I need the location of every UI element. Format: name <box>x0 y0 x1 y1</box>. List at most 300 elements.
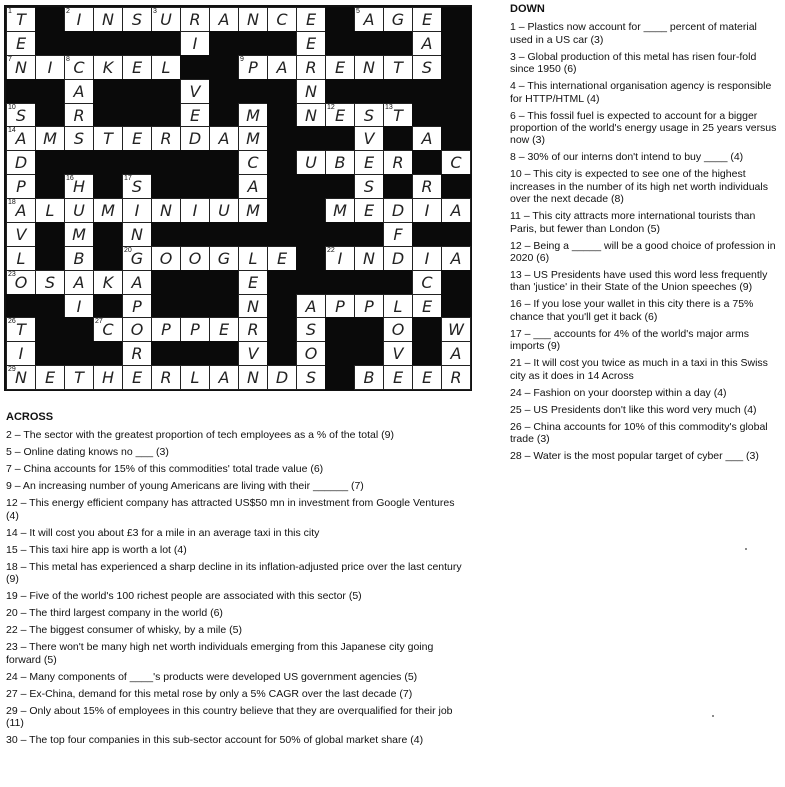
grid-block <box>180 174 210 199</box>
grid-cell[interactable] <box>64 79 94 104</box>
grid-block <box>325 126 355 151</box>
grid-block <box>383 174 413 199</box>
cell-letter: N <box>363 248 375 268</box>
down-clue: 21 – It will cost you twice as much in a taxi in this Swiss city as it does in 14 Across <box>510 357 768 382</box>
grid-cell[interactable] <box>238 103 268 128</box>
grid-cell[interactable] <box>93 55 123 80</box>
across-clue: 20 – The third largest company in the world (6) <box>6 607 223 620</box>
cell-letter: T <box>393 57 403 77</box>
grid-cell[interactable] <box>6 198 36 223</box>
cell-letter: A <box>421 33 433 53</box>
down-clue: 1 – Plastics now account for ____ percent of material used in a US car (3) <box>510 21 757 46</box>
grid-cell[interactable] <box>180 317 210 342</box>
grid-block <box>325 270 355 295</box>
cell-letter: S <box>363 105 375 125</box>
cell-letter: U <box>160 10 172 29</box>
grid-cell[interactable] <box>354 150 384 175</box>
cell-letter: E <box>305 10 317 29</box>
grid-cell[interactable] <box>383 365 413 390</box>
clue-number: 13 <box>385 103 393 111</box>
grid-cell[interactable] <box>267 55 297 80</box>
grid-cell[interactable] <box>267 365 297 390</box>
cell-letter: N <box>363 57 375 77</box>
grid-cell[interactable] <box>296 103 326 128</box>
cell-letter: R <box>189 10 201 29</box>
cell-letter: L <box>161 57 171 77</box>
grid-cell[interactable] <box>180 31 210 56</box>
clue-number: 27 <box>95 318 103 326</box>
grid-cell[interactable] <box>441 198 471 223</box>
grid-block <box>122 150 152 175</box>
grid-block <box>354 317 384 342</box>
cell-letter: N <box>247 10 259 29</box>
cell-letter: A <box>450 201 462 220</box>
grid-block <box>441 270 471 295</box>
grid-cell[interactable] <box>412 270 442 295</box>
grid-cell[interactable] <box>383 222 413 247</box>
grid-cell[interactable] <box>383 317 413 342</box>
grid-cell[interactable] <box>6 7 36 32</box>
grid-cell[interactable] <box>412 7 442 32</box>
crossword-grid <box>4 5 472 391</box>
cell-letter: G <box>130 248 144 268</box>
grid-block <box>325 222 355 247</box>
cell-letter: N <box>247 368 259 388</box>
grid-cell[interactable] <box>6 55 36 80</box>
grid-block <box>325 79 355 104</box>
grid-cell[interactable] <box>6 103 36 128</box>
across-clue: 29 – Only about 15% of employees in this country believe that they are overqualified for their job (11) <box>6 704 453 730</box>
grid-block <box>267 103 297 128</box>
grid-cell[interactable] <box>238 365 268 390</box>
grid-cell[interactable] <box>35 365 65 390</box>
cell-letter: N <box>160 201 172 220</box>
cell-letter: P <box>16 177 26 197</box>
down-clue: 12 – Being a _____ will be a good choice of profession in 2020 (6) <box>510 239 776 265</box>
grid-cell[interactable] <box>151 246 181 271</box>
cell-letter: A <box>450 248 462 268</box>
grid-cell[interactable] <box>6 150 36 175</box>
grid-cell[interactable] <box>238 341 268 366</box>
cell-letter: O <box>14 272 28 292</box>
grid-cell[interactable] <box>151 55 181 80</box>
grid-cell[interactable] <box>209 126 239 151</box>
clue-number: 29 <box>8 366 16 374</box>
grid-cell[interactable] <box>296 150 326 175</box>
grid-cell[interactable] <box>180 126 210 151</box>
grid-block <box>412 222 442 247</box>
grid-block <box>151 79 181 104</box>
cell-letter: F <box>393 224 403 244</box>
grid-cell[interactable] <box>296 341 326 366</box>
down-clue: 11 – This city attracts more international tourists than Paris, but fewer than London (5) <box>510 210 756 235</box>
cell-letter: E <box>131 368 143 388</box>
cell-letter: M <box>43 129 57 149</box>
grid-cell[interactable] <box>93 7 123 32</box>
grid-block <box>441 31 471 56</box>
grid-cell[interactable] <box>151 126 181 151</box>
grid-cell[interactable] <box>122 198 152 223</box>
grid-cell[interactable] <box>180 365 210 390</box>
grid-block <box>296 126 326 151</box>
cell-letter: R <box>421 177 433 197</box>
grid-cell[interactable] <box>93 198 123 223</box>
grid-cell[interactable] <box>122 126 152 151</box>
grid-cell[interactable] <box>296 7 326 32</box>
cell-letter: E <box>44 368 56 388</box>
grid-block <box>209 31 239 56</box>
grid-cell[interactable] <box>93 270 123 295</box>
grid-cell[interactable] <box>122 246 152 271</box>
grid-cell[interactable] <box>296 317 326 342</box>
grid-cell[interactable] <box>238 246 268 271</box>
grid-cell[interactable] <box>354 294 384 319</box>
grid-cell[interactable] <box>122 317 152 342</box>
cell-letter: O <box>304 344 318 364</box>
cell-letter: M <box>246 105 260 125</box>
cell-letter: B <box>363 368 375 388</box>
grid-cell[interactable] <box>296 365 326 390</box>
grid-cell[interactable] <box>6 270 36 295</box>
grid-block <box>209 294 239 319</box>
grid-cell[interactable] <box>267 246 297 271</box>
across-clue: 5 – Online dating knows no ___ (3) <box>6 446 169 459</box>
grid-cell[interactable] <box>325 294 355 319</box>
grid-cell[interactable] <box>325 55 355 80</box>
cell-letter: I <box>76 10 82 29</box>
grid-cell[interactable] <box>296 55 326 80</box>
grid-block <box>209 341 239 366</box>
clue-number: 3 <box>153 8 157 15</box>
grid-block <box>412 341 442 366</box>
grid-cell[interactable] <box>412 55 442 80</box>
grid-cell[interactable] <box>238 7 268 32</box>
grid-cell[interactable] <box>64 7 94 32</box>
grid-cell[interactable] <box>64 365 94 390</box>
grid-block <box>151 174 181 199</box>
grid-block <box>296 222 326 247</box>
cell-letter: A <box>218 10 230 29</box>
grid-cell[interactable] <box>354 246 384 271</box>
grid-block <box>354 222 384 247</box>
grid-cell[interactable] <box>122 174 152 199</box>
grid-block <box>35 150 65 175</box>
grid-cell[interactable] <box>441 150 471 175</box>
cell-letter: R <box>305 57 317 77</box>
grid-cell[interactable] <box>412 31 442 56</box>
grid-cell[interactable] <box>122 270 152 295</box>
grid-block <box>412 103 442 128</box>
grid-cell[interactable] <box>412 198 442 223</box>
cell-letter: C <box>421 272 433 292</box>
grid-cell[interactable] <box>238 198 268 223</box>
grid-block <box>267 126 297 151</box>
grid-cell[interactable] <box>93 317 123 342</box>
grid-block <box>209 79 239 104</box>
grid-cell[interactable] <box>412 365 442 390</box>
grid-cell[interactable] <box>354 174 384 199</box>
cell-letter: B <box>73 248 85 268</box>
grid-cell[interactable] <box>64 246 94 271</box>
grid-cell[interactable] <box>296 31 326 56</box>
grid-cell[interactable] <box>6 341 36 366</box>
cell-letter: A <box>276 57 288 77</box>
cell-letter: W <box>448 320 464 340</box>
grid-cell[interactable] <box>64 103 94 128</box>
grid-cell[interactable] <box>35 55 65 80</box>
grid-block <box>209 270 239 295</box>
grid-cell[interactable] <box>209 365 239 390</box>
clue-number: 8 <box>66 55 70 63</box>
grid-cell[interactable] <box>383 7 413 32</box>
cell-letter: M <box>333 201 347 220</box>
grid-block <box>267 150 297 175</box>
grid-block <box>238 79 268 104</box>
grid-cell[interactable] <box>383 103 413 128</box>
grid-block <box>35 31 65 56</box>
grid-cell[interactable] <box>354 55 384 80</box>
grid-cell[interactable] <box>383 150 413 175</box>
grid-block <box>180 341 210 366</box>
grid-cell[interactable] <box>412 174 442 199</box>
grid-block <box>267 317 297 342</box>
grid-cell[interactable] <box>412 246 442 271</box>
cell-letter: O <box>391 320 405 340</box>
grid-cell[interactable] <box>412 126 442 151</box>
cell-letter: I <box>192 201 198 220</box>
cell-letter: D <box>391 248 405 268</box>
cell-letter: A <box>73 272 85 292</box>
grid-block <box>64 150 94 175</box>
clue-number: 2 <box>66 8 70 15</box>
grid-cell[interactable] <box>412 294 442 319</box>
cell-letter: E <box>421 10 433 29</box>
grid-cell[interactable] <box>238 174 268 199</box>
grid-cell[interactable] <box>64 222 94 247</box>
cell-letter: P <box>248 57 258 77</box>
cell-letter: S <box>73 129 85 149</box>
cell-letter: E <box>334 57 346 77</box>
cell-letter: V <box>15 224 27 244</box>
cell-letter: O <box>188 248 202 268</box>
grid-block <box>209 103 239 128</box>
cell-letter: H <box>72 177 86 197</box>
cell-letter: G <box>217 248 231 268</box>
grid-block <box>325 174 355 199</box>
grid-cell[interactable] <box>35 198 65 223</box>
clue-number: 1 <box>8 8 12 15</box>
grid-block <box>35 341 65 366</box>
across-clue: 9 – An increasing number of young Americans are living with their ______ (7) <box>6 480 364 493</box>
grid-cell[interactable] <box>151 198 181 223</box>
across-clue: 27 – Ex-China, demand for this metal rose by only a 5% CAGR over the last decade (7) <box>6 687 413 700</box>
grid-block <box>6 294 36 319</box>
grid-cell[interactable] <box>296 294 326 319</box>
grid-cell[interactable] <box>64 55 94 80</box>
grid-cell[interactable] <box>296 79 326 104</box>
grid-cell[interactable] <box>209 198 239 223</box>
grid-cell[interactable] <box>64 198 94 223</box>
cell-letter: K <box>102 272 114 292</box>
grid-cell[interactable] <box>180 79 210 104</box>
clue-number: 26 <box>8 318 16 326</box>
cell-letter: L <box>248 248 258 268</box>
grid-block <box>441 79 471 104</box>
grid-cell[interactable] <box>209 7 239 32</box>
grid-cell[interactable] <box>383 55 413 80</box>
grid-cell[interactable] <box>383 246 413 271</box>
grid-cell[interactable] <box>151 365 181 390</box>
grid-block <box>267 198 297 223</box>
grid-cell[interactable] <box>180 246 210 271</box>
grid-cell[interactable] <box>6 126 36 151</box>
cell-letter: V <box>363 129 375 149</box>
grid-block <box>296 198 326 223</box>
grid-block <box>64 31 94 56</box>
grid-block <box>93 341 123 366</box>
grid-cell[interactable] <box>238 126 268 151</box>
grid-cell[interactable] <box>383 294 413 319</box>
grid-cell[interactable] <box>64 294 94 319</box>
grid-cell[interactable] <box>122 294 152 319</box>
grid-cell[interactable] <box>354 7 384 32</box>
cell-letter: M <box>246 129 260 149</box>
grid-block <box>267 31 297 56</box>
grid-block <box>325 317 355 342</box>
cell-letter: V <box>392 344 404 364</box>
cell-letter: A <box>218 368 230 388</box>
grid-cell[interactable] <box>64 126 94 151</box>
grid-cell[interactable] <box>64 174 94 199</box>
cell-letter: I <box>192 33 198 53</box>
across-clue: 15 – This taxi hire app is worth a lot (4) <box>6 543 187 556</box>
grid-block <box>354 270 384 295</box>
grid-cell[interactable] <box>354 365 384 390</box>
grid-cell[interactable] <box>6 246 36 271</box>
cell-letter: E <box>131 57 143 77</box>
grid-cell[interactable] <box>209 246 239 271</box>
cell-letter: P <box>132 296 142 316</box>
clue-number: 17 <box>124 175 132 183</box>
grid-block <box>267 79 297 104</box>
cell-letter: E <box>189 105 201 125</box>
cell-letter: T <box>74 368 84 388</box>
grid-cell[interactable] <box>122 55 152 80</box>
grid-cell[interactable] <box>180 103 210 128</box>
cell-letter: A <box>73 81 85 101</box>
cell-letter: T <box>393 105 403 125</box>
grid-cell[interactable] <box>325 103 355 128</box>
grid-block <box>441 294 471 319</box>
cell-letter: T <box>103 129 113 149</box>
grid-block <box>35 294 65 319</box>
grid-cell[interactable] <box>93 126 123 151</box>
cell-letter: I <box>337 248 343 268</box>
grid-cell[interactable] <box>238 294 268 319</box>
grid-cell[interactable] <box>238 150 268 175</box>
grid-block <box>383 270 413 295</box>
grid-cell[interactable] <box>238 317 268 342</box>
grid-block <box>93 174 123 199</box>
grid-cell[interactable] <box>441 365 471 390</box>
grid-block <box>122 103 152 128</box>
grid-cell[interactable] <box>6 222 36 247</box>
grid-cell[interactable] <box>267 7 297 32</box>
grid-block <box>64 317 94 342</box>
cell-letter: C <box>73 57 85 77</box>
grid-cell[interactable] <box>180 198 210 223</box>
grid-cell[interactable] <box>151 7 181 32</box>
grid-cell[interactable] <box>122 341 152 366</box>
down-clue: 16 – If you lose your wallet in this city there is a 75% chance that you'll get it back (6) <box>510 298 754 323</box>
grid-block <box>441 55 471 80</box>
grid-cell[interactable] <box>6 317 36 342</box>
grid-cell[interactable] <box>122 365 152 390</box>
grid-cell[interactable] <box>180 7 210 32</box>
grid-block <box>35 317 65 342</box>
cell-letter: C <box>247 153 259 173</box>
grid-cell[interactable] <box>238 270 268 295</box>
grid-cell[interactable] <box>35 126 65 151</box>
cell-letter: S <box>44 272 56 292</box>
grid-block <box>180 222 210 247</box>
across-clue-list <box>6 429 468 746</box>
grid-block <box>412 150 442 175</box>
grid-cell[interactable] <box>6 174 36 199</box>
grid-block <box>180 55 210 80</box>
grid-cell[interactable] <box>383 198 413 223</box>
cell-letter: S <box>363 177 375 197</box>
cell-letter: N <box>305 105 317 125</box>
grid-cell[interactable] <box>93 365 123 390</box>
grid-cell[interactable] <box>6 31 36 56</box>
grid-cell[interactable] <box>325 150 355 175</box>
grid-block <box>441 174 471 199</box>
grid-block <box>151 31 181 56</box>
grid-cell[interactable] <box>325 198 355 223</box>
grid-cell[interactable] <box>6 365 36 390</box>
clue-number: 14 <box>8 127 16 135</box>
grid-cell[interactable] <box>122 222 152 247</box>
grid-cell[interactable] <box>441 341 471 366</box>
scan-speck <box>745 548 747 550</box>
grid-cell[interactable] <box>441 317 471 342</box>
grid-block <box>325 365 355 390</box>
grid-cell[interactable] <box>238 55 268 80</box>
grid-cell[interactable] <box>354 198 384 223</box>
clue-number: 16 <box>66 175 74 183</box>
down-clue-list <box>510 21 782 462</box>
grid-cell[interactable] <box>35 270 65 295</box>
grid-cell[interactable] <box>64 270 94 295</box>
grid-cell[interactable] <box>354 103 384 128</box>
grid-cell[interactable] <box>122 7 152 32</box>
grid-block <box>151 294 181 319</box>
grid-cell[interactable] <box>209 317 239 342</box>
grid-cell[interactable] <box>325 246 355 271</box>
grid-block <box>383 79 413 104</box>
grid-block <box>122 79 152 104</box>
clue-number: 20 <box>124 246 132 254</box>
grid-block <box>238 222 268 247</box>
grid-block <box>122 31 152 56</box>
grid-cell[interactable] <box>441 246 471 271</box>
grid-cell[interactable] <box>383 341 413 366</box>
clue-number: 22 <box>327 246 335 254</box>
grid-cell[interactable] <box>151 317 181 342</box>
grid-block <box>296 246 326 271</box>
grid-cell[interactable] <box>354 126 384 151</box>
